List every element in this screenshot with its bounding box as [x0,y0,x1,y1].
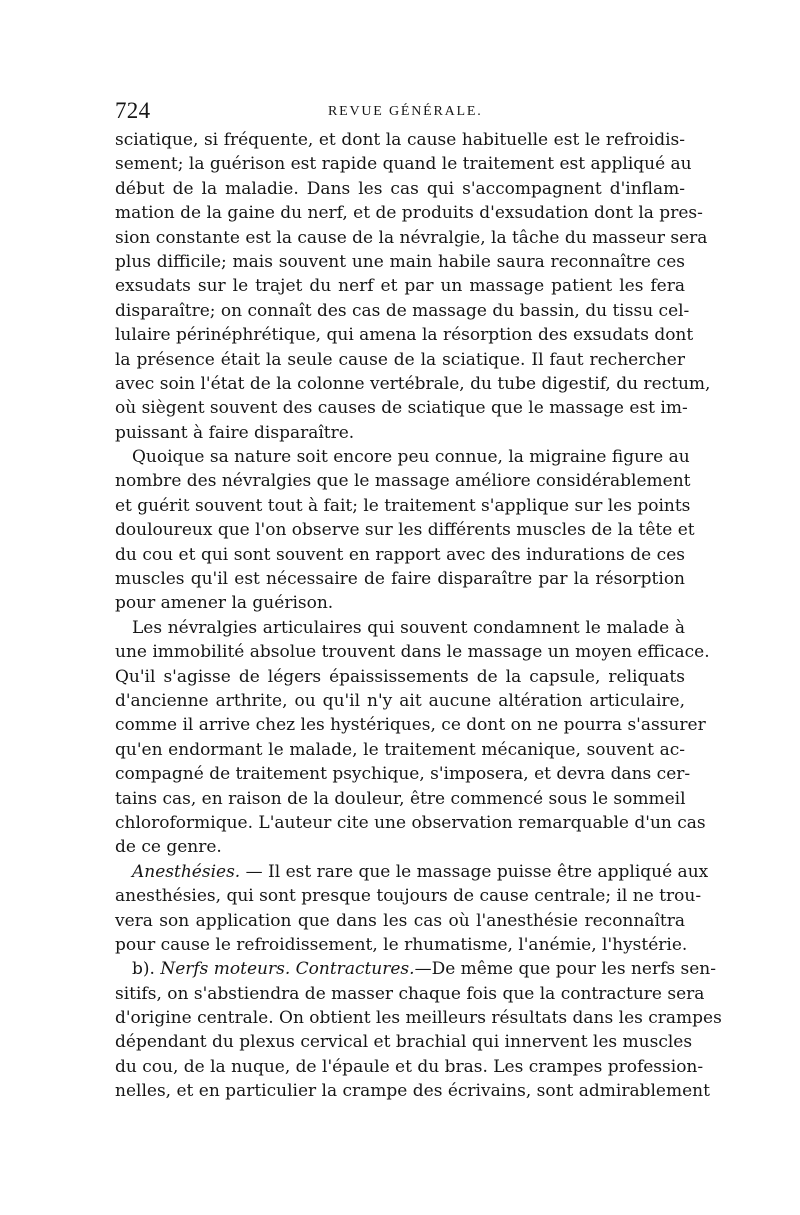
text-line: douloureux que l'on observe sur les différents muscles de la tête et [115,520,695,541]
text-line: où siègent souvent des causes de sciatique que le massage est im- [115,398,688,419]
text-line: comme il arrive chez les hystériques, ce dont on ne pourra s'assurer [115,715,706,736]
text-line: qu'en endormant le malade, le traitement mécanique, souvent ac- [115,739,685,760]
text-line: dépendant du plexus cervical et brachial qui innervent les muscles [115,1032,693,1053]
text-line: nombre des névralgies que le massage améliore considérablement [115,471,691,492]
section-heading: Nerfs moteurs. Contractures. [160,959,415,980]
body-text [115,128,722,1104]
text-line: début de la maladie. Dans les cas qui s'accompagnent d'inflam- [115,178,685,199]
text-line: sciatique, si fréquente, et dont la cause habituelle est le refroidis- [115,130,685,150]
text-line: du cou et qui sont souvent en rapport avec des indurations de ces [115,544,685,565]
text-line: exsudats sur le trajet du nerf et par un massage patient les fera [115,276,685,297]
text-line: mation de la gaine du nerf, et de produits d'exsudation dont la pres- [115,203,703,224]
section-heading-line: b). Nerfs moteurs. Contractures.—De même que pour les nerfs sen- [132,959,716,980]
text-line: d'origine centrale. On obtient les meilleurs résultats dans les crampes [115,1008,722,1029]
text-line: sitifs, on s'abstiendra de masser chaque fois que la contracture sera [115,983,705,1004]
running-head [115,96,685,126]
section-heading-line: Anesthésies. — Il est rare que le massage puisse être appliqué aux [132,861,709,882]
text-line: la présence était la seule cause de la sciatique. Il faut rechercher [115,349,685,370]
text-line: Les névralgies articulaires qui souvent condamnent le malade à [132,617,685,638]
text-line: vera son application que dans les cas où l'anesthésie reconnaîtra [115,910,685,931]
text-line: avec soin l'état de la colonne vertébrale, du tube digestif, du rectum, [115,373,711,394]
text-line: une immobilité absolue trouvent dans le massage un moyen efficace. [115,642,710,663]
text-line: puissant à faire disparaître. [115,422,355,443]
text-line: sion constante est la cause de la névralgie, la tâche du masseur sera [115,227,708,248]
text-line: anesthésies, qui sont presque toujours de cause centrale; il ne trou- [115,886,702,907]
text-line: pour amener la guérison. [115,593,334,614]
text-line: Quoique sa nature soit encore peu connue, la migraine figure au [132,447,690,468]
text-line: compagné de traitement psychique, s'imposera, et devra dans cer- [115,764,691,785]
section-heading: Anesthésies. [132,861,241,882]
running-title: REVUE GÉNÉRALE. [328,104,483,119]
text-line: du cou, de la nuque, de l'épaule et du bras. Les crampes profession- [115,1056,704,1077]
text-line: lulaire périnéphrétique, qui amena la résorption des exsudats dont [115,325,694,346]
text-line: nelles, et en particulier la crampe des écrivains, sont admirablement [115,1081,710,1102]
text-line: et guérit souvent tout à fait; le traitement s'applique sur les points [115,495,691,516]
text-line: de ce genre. [115,837,222,858]
text-line: plus difficile; mais souvent une main habile saura reconnaître ces [115,251,685,272]
text-line: disparaître; on connaît des cas de massage du bassin, du tissu cel- [115,300,690,321]
text-line: tains cas, en raison de la douleur, être commencé sous le sommeil [115,788,686,809]
text-line: muscles qu'il est nécessaire de faire disparaître par la résorption [115,569,685,590]
text-line: sement; la guérison est rapide quand le traitement est appliqué au [115,154,692,175]
text-line: Qu'il s'agisse de légers épaississements de la capsule, reliquats [115,666,685,687]
text-line: d'ancienne arthrite, ou qu'il n'y ait aucune altération articulaire, [115,690,685,711]
text-line: chloroformique. L'auteur cite une observation remarquable d'un cas [115,812,706,833]
text-line: pour cause le refroidissement, le rhumatisme, l'anémie, l'hystérie. [115,934,688,955]
page-number: 724 [115,98,151,123]
